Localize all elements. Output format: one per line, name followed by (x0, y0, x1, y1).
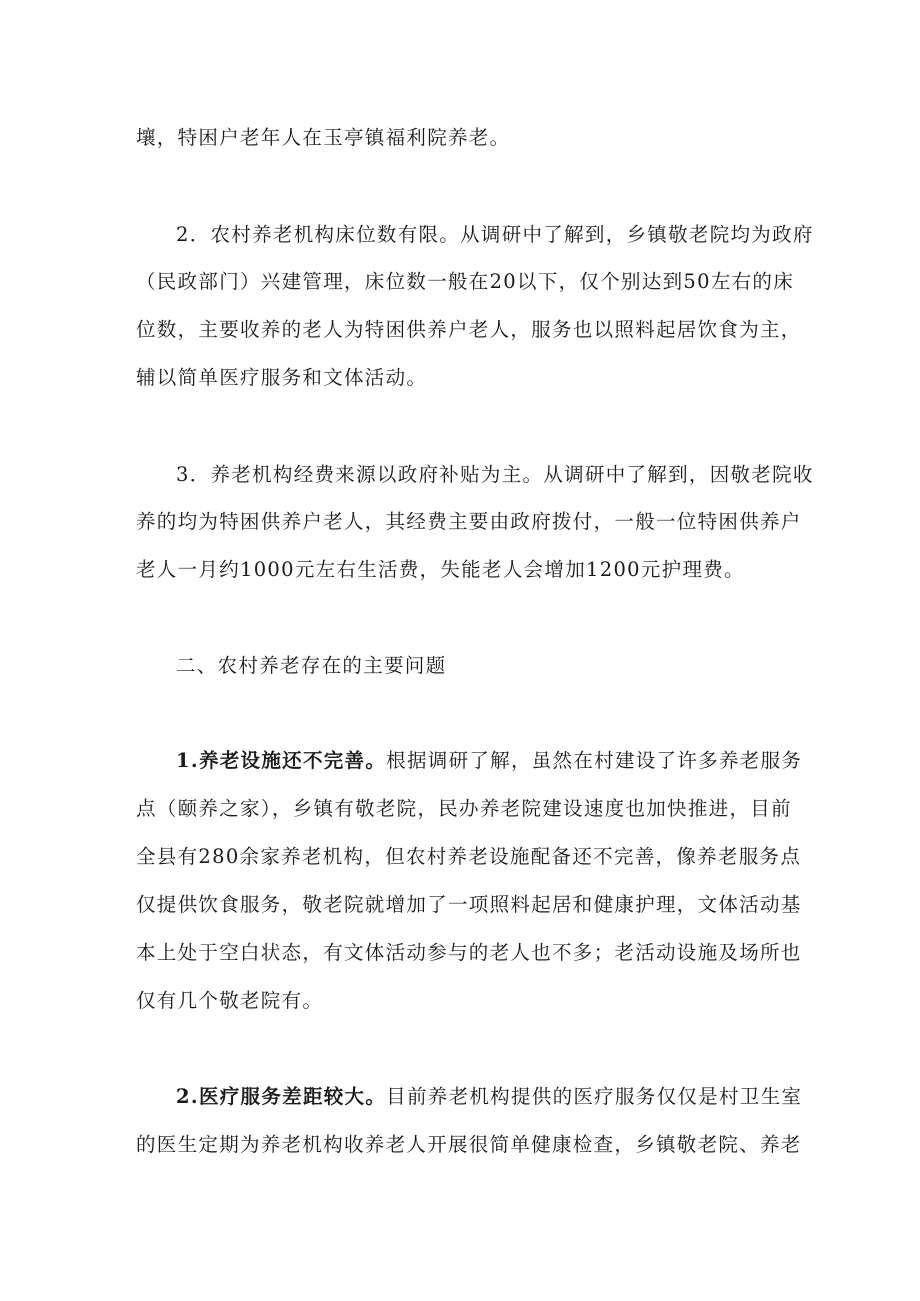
problem-1-line: 全县有280余家养老机构，但农村养老设施配备还不完善，像养老服务点 (136, 845, 802, 868)
problem-2-line: 的医生定期为养老机构收养老人开展很简单健康检查，乡镇敬老院、养老 (136, 1133, 802, 1156)
problem-2-first-line (176, 1083, 803, 1111)
item-2-line: 2．农村养老机构床位数有限。从调研中了解到，乡镇敬老院均为政府 (176, 223, 814, 246)
item-2-line: 位数，主要收养的老人为特困供养户老人，服务也以照料起居饮食为主， (136, 318, 802, 341)
paragraph-line: 壤，特困户老年人在玉亭镇福利院养老。 (136, 126, 511, 149)
problem-1-line: 仅提供饮食服务，敬老院就增加了一项照料起居和健康护理，文体活动基 (136, 893, 802, 916)
problem-1-line: 仅有几个敬老院有。 (136, 989, 324, 1012)
item-2-line: （民政部门）兴建管理，床位数一般在20以下，仅个别达到50左右的床 (136, 270, 795, 293)
item-2-line: 辅以简单医疗服务和文体活动。 (136, 366, 428, 389)
problem-1-line: 本上处于空白状态，有文体活动参与的老人也不多；老活动设施及场所也 (136, 941, 802, 964)
problem-1-line: 点（颐养之家），乡镇有敬老院，民办养老院建设速度也加快推进，目前 (136, 797, 792, 820)
item-3-line: 3．养老机构经费来源以政府补贴为主。从调研中了解到，因敬老院收 (176, 463, 814, 486)
problem-1-text: 根据调研了解，虽然在村建设了许多养老服务 (386, 749, 803, 772)
problem-2-text: 目前养老机构提供的医疗服务仅仅是村卫生室 (386, 1085, 803, 1108)
problem-1-lead: 1.养老设施还不完善。 (176, 749, 387, 772)
section-heading: 二、农村养老存在的主要问题 (176, 654, 447, 677)
item-3-line: 养的均为特困供养户老人，其经费主要由政府拨付，一般一位特困供养户 (136, 510, 802, 533)
problem-1-first-line (176, 747, 803, 775)
item-3-line: 老人一月约1000元左右生活费，失能老人会增加1200元护理费。 (136, 558, 745, 581)
problem-2-lead: 2.医疗服务差距较大。 (176, 1085, 387, 1108)
